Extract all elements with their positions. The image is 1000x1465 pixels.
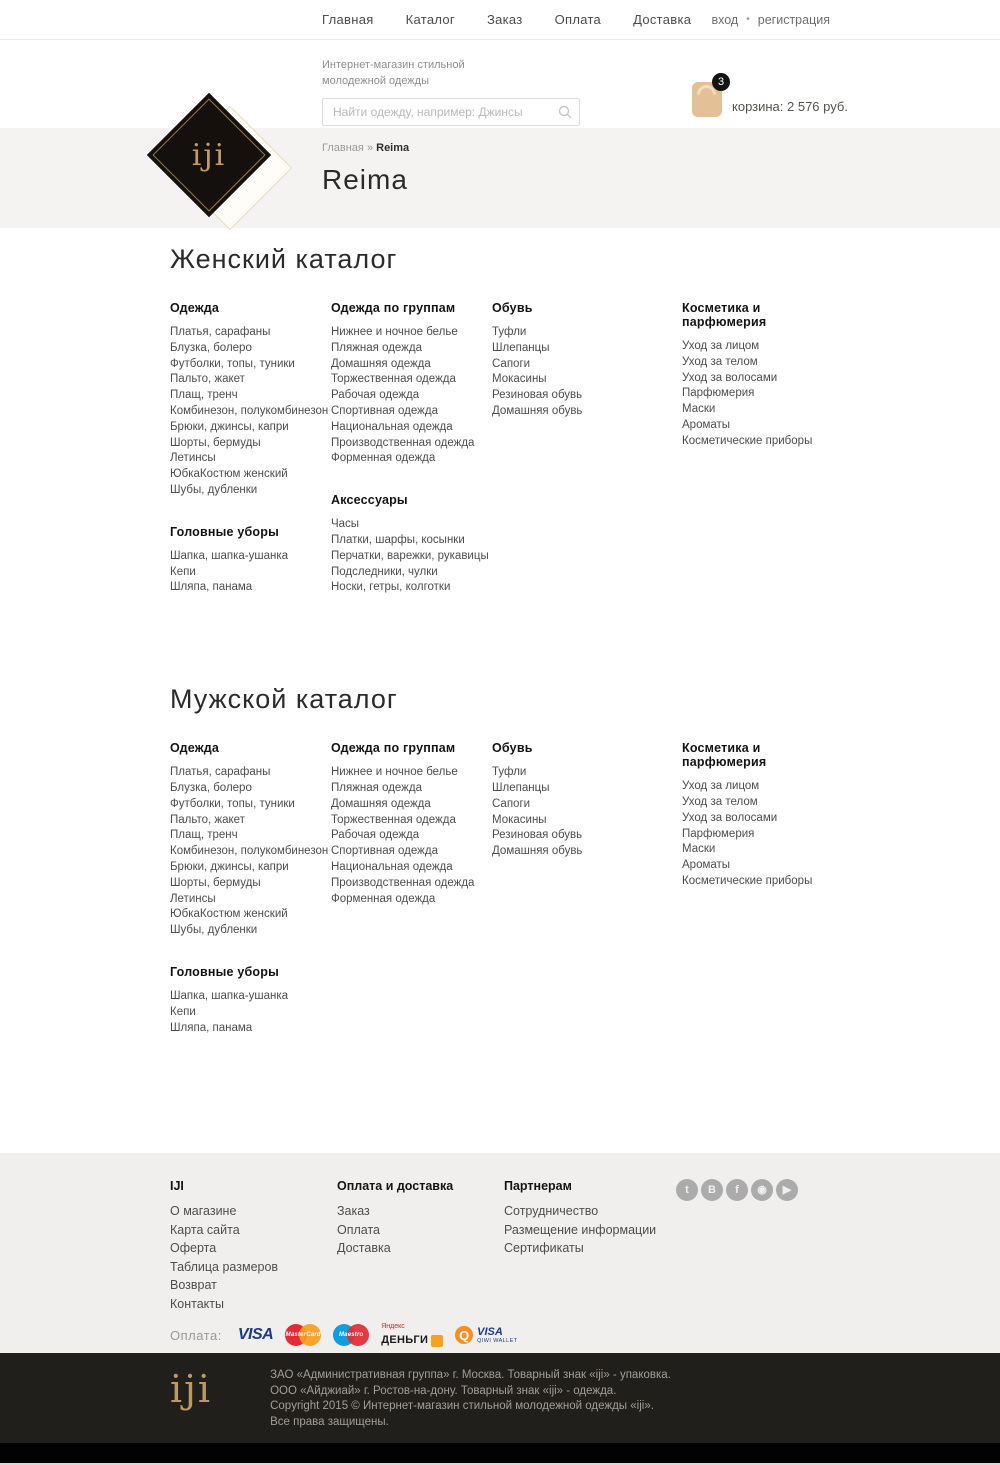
category-link[interactable]: Нижнее и ночное белье [331, 766, 458, 779]
footer-link[interactable]: Оплата [337, 1222, 380, 1237]
category-group [170, 301, 331, 499]
yandex-wallet-icon [431, 1335, 443, 1347]
category-heading[interactable]: Одежда по группам [331, 741, 456, 756]
category-link[interactable]: ЮбкаКостюм женский [170, 468, 288, 481]
login-link[interactable]: вход [711, 12, 739, 27]
category-link[interactable]: Часы [331, 518, 360, 531]
category-link[interactable]: Футболки, топы, туники [170, 797, 295, 810]
category-link[interactable]: Маски [682, 843, 716, 856]
youtube-icon[interactable]: ▶ [776, 1179, 798, 1201]
footer-link[interactable]: Сертификаты [504, 1241, 584, 1255]
category-group [170, 965, 331, 1036]
catalog-section [170, 684, 1000, 1062]
category-link[interactable]: Шляпа, панама [170, 581, 253, 594]
category-link[interactable]: Подследники, чулки [331, 565, 438, 578]
footer-link[interactable]: Возврат [170, 1278, 217, 1292]
category-link[interactable]: Форменная одежда [331, 892, 436, 905]
search-icon[interactable] [558, 105, 572, 119]
footer-link[interactable]: Сотрудничество [504, 1204, 599, 1218]
category-link[interactable]: Косметические приборы [682, 434, 813, 447]
catalog-section [170, 244, 1000, 622]
category-group [170, 525, 331, 596]
category-link[interactable]: Кепи [170, 565, 196, 578]
category-link[interactable]: Ароматы [682, 418, 731, 431]
footer-heading: Оплата и доставка [337, 1179, 454, 1193]
main-nav [322, 12, 691, 27]
category-link[interactable]: Производственная одежда [331, 876, 475, 889]
category-group [682, 741, 843, 890]
category-link[interactable]: Пляжная одежда [331, 341, 422, 354]
category-link[interactable]: Шубы, дубленки [170, 924, 258, 937]
category-link[interactable]: Шлепанцы [492, 781, 550, 794]
top-bar [0, 0, 1000, 40]
category-group [170, 741, 331, 939]
footer-link[interactable]: Заказ [337, 1204, 370, 1218]
category-link[interactable]: Пляжная одежда [331, 781, 422, 794]
category-link[interactable]: Домашняя обувь [492, 404, 583, 417]
category-link[interactable]: Уход за волосами [682, 371, 778, 384]
category-group [331, 301, 492, 467]
category-heading[interactable]: Обувь [492, 741, 533, 756]
category-link[interactable]: Брюки, джинсы, капри [170, 860, 289, 873]
category-link[interactable]: Брюки, джинсы, капри [170, 420, 289, 433]
category-link[interactable]: Нижнее и ночное белье [331, 326, 458, 338]
category-link[interactable]: Плащ, тренч [170, 829, 238, 842]
category-heading[interactable]: Одежда [170, 741, 220, 756]
category-link[interactable]: Пальто, жакет [170, 373, 245, 386]
category-group [331, 493, 492, 596]
breadcrumb-separator: » [366, 142, 374, 154]
catalog-column [682, 301, 843, 622]
category-group [331, 741, 492, 907]
category-link[interactable]: Платки, шарфы, косынки [331, 533, 465, 546]
breadcrumb-home[interactable]: Главная [322, 142, 364, 154]
category-link[interactable]: Уход за телом [682, 355, 758, 368]
nav-item[interactable]: Оплата [554, 12, 602, 27]
instagram-icon[interactable]: ◉ [751, 1179, 773, 1201]
payment-methods [170, 1323, 870, 1347]
category-link[interactable]: Сапоги [492, 797, 531, 810]
breadcrumb-current: Reima [376, 142, 410, 154]
logo-diamond-dark [147, 93, 271, 217]
category-link[interactable]: Шапка, шапка-ушанка [170, 989, 288, 1002]
catalog-column [170, 301, 331, 622]
category-link[interactable]: Торжественная одежда [331, 373, 456, 386]
category-link[interactable]: Домашняя одежда [331, 357, 431, 370]
category-link[interactable]: Домашняя одежда [331, 797, 431, 810]
facebook-icon[interactable]: f [726, 1179, 748, 1201]
main-content [0, 228, 1000, 1153]
category-link[interactable]: Уход за лицом [682, 340, 760, 352]
footer-heading: IJI [170, 1179, 184, 1193]
page-title: Reima [322, 164, 408, 195]
footer-link[interactable]: Оферта [170, 1241, 217, 1255]
category-link[interactable]: Комбинезон, полукомбинезон [170, 845, 329, 858]
footer-heading: Партнерам [504, 1179, 572, 1193]
category-heading[interactable]: Головные уборы [170, 964, 279, 979]
category-link[interactable]: Туфли [492, 766, 527, 779]
category-link[interactable]: Шляпа, панама [170, 1021, 253, 1034]
category-group [492, 301, 682, 420]
category-link[interactable]: Уход за волосами [682, 811, 778, 824]
nav-item[interactable]: Доставка [633, 12, 692, 27]
category-link[interactable]: Платья, сарафаны [170, 326, 271, 338]
category-link[interactable]: Форменная одежда [331, 452, 436, 465]
copyright-text: ЗАО «Административная группа» г. Москва. Товарный знак «iji» - упаковка. ООО «Айджиай» г. Ростов-на-дону. Товарный знак «iji» - одежда. Copyright 2015 © Интернет-магазин стильной молодежной одежды «iji». Все права защищены. [270, 1369, 671, 1428]
category-link[interactable]: Производственная одежда [331, 436, 475, 449]
maestro-logo: Maestro [333, 1324, 369, 1346]
search-input[interactable] [322, 98, 580, 126]
category-link[interactable]: Плащ, тренч [170, 389, 238, 402]
category-link[interactable]: Носки, гетры, колготки [331, 581, 451, 594]
category-link[interactable]: Спортивная одежда [331, 845, 438, 858]
footer-link[interactable]: Размещение информации [504, 1222, 657, 1237]
footer-link[interactable]: Доставка [337, 1241, 391, 1255]
payments-label: Оплата: [170, 1327, 222, 1343]
category-heading[interactable]: Косметика и парфюмерия [682, 301, 767, 329]
catalog-column [492, 741, 682, 1062]
category-group [492, 741, 682, 860]
bottom-strip [0, 1443, 1000, 1465]
category-heading[interactable]: Косметика и парфюмерия [682, 741, 767, 770]
catalog-title: Женский каталог [170, 244, 398, 274]
category-link[interactable]: Мокасины [492, 373, 547, 386]
category-heading[interactable]: Одежда по группам [331, 301, 456, 315]
category-link[interactable]: Шорты, бермуды [170, 436, 261, 449]
category-link[interactable]: Рабочая одежда [331, 389, 420, 402]
breadcrumb [322, 142, 830, 154]
category-link[interactable]: Домашняя обувь [492, 845, 583, 858]
legal-bar [0, 1353, 1000, 1443]
category-group [682, 301, 843, 450]
vk-icon[interactable]: B [701, 1179, 723, 1201]
catalog-column [331, 741, 492, 1062]
footer-link[interactable]: О магазине [170, 1204, 237, 1218]
category-link[interactable]: Футболки, топы, туники [170, 357, 295, 370]
twitter-icon[interactable]: t [676, 1179, 698, 1201]
category-link[interactable]: Национальная одежда [331, 860, 453, 873]
category-link[interactable]: Пальто, жакет [170, 813, 245, 826]
social-links [676, 1179, 798, 1201]
category-link[interactable]: Маски [682, 403, 716, 416]
category-link[interactable]: Блузка, болеро [170, 781, 252, 794]
category-link[interactable]: Сапоги [492, 357, 531, 370]
cart-total: корзина: 2 576 руб. [732, 99, 848, 114]
mastercard-logo: MasterCard [285, 1324, 321, 1346]
catalog-column [331, 301, 492, 622]
footer-link[interactable]: Таблица размеров [170, 1259, 279, 1274]
category-link[interactable]: Уход за телом [682, 795, 758, 808]
footer-link[interactable]: Контакты [170, 1296, 224, 1311]
category-link[interactable]: Мокасины [492, 813, 547, 826]
category-link[interactable]: ЮбкаКостюм женский [170, 908, 288, 921]
category-link[interactable]: Шлепанцы [492, 341, 550, 354]
category-link[interactable]: Шубы, дубленки [170, 483, 258, 496]
catalog-title: Мужской каталог [170, 684, 398, 715]
category-heading[interactable]: Аксессуары [331, 493, 408, 508]
footer [0, 1153, 1000, 1353]
category-link[interactable]: Национальная одежда [331, 420, 453, 433]
catalog-column [682, 741, 843, 1062]
auth-links [712, 13, 831, 27]
category-link[interactable]: Ароматы [682, 859, 731, 872]
register-link[interactable]: регистрация [757, 12, 830, 27]
footer-logo: iji [170, 1367, 213, 1411]
visa-logo: VISA [237, 1326, 274, 1343]
nav-item[interactable]: Главная [322, 12, 374, 27]
auth-separator: • [746, 14, 750, 25]
footer-column [170, 1179, 337, 1313]
nav-item[interactable]: Каталог [405, 12, 455, 27]
store-logo[interactable] [140, 82, 320, 242]
yandex-money-logo: Яндекс ДЕНЬГИ [381, 1323, 443, 1347]
cart[interactable] [692, 76, 848, 117]
store-tagline: Интернет-магазин стильной молодежной одежды [322, 59, 465, 87]
category-link[interactable]: Спортивная одежда [331, 404, 438, 417]
footer-column [337, 1179, 504, 1313]
category-link[interactable]: Косметические приборы [682, 874, 813, 887]
category-link[interactable]: Шапка, шапка-ушанка [170, 549, 288, 562]
nav-item[interactable]: Заказ [486, 12, 523, 27]
category-link[interactable]: Кепи [170, 1005, 196, 1018]
category-link[interactable]: Рабочая одежда [331, 829, 420, 842]
category-heading[interactable]: Обувь [492, 301, 533, 315]
category-link[interactable]: Парфюмерия [682, 387, 755, 400]
category-link[interactable]: Платья, сарафаны [170, 766, 271, 779]
cart-bag-icon[interactable] [692, 76, 725, 117]
category-link[interactable]: Туфли [492, 326, 527, 338]
category-link[interactable]: Блузка, болеро [170, 341, 252, 354]
cart-badge: 3 [712, 73, 730, 91]
category-link[interactable]: Парфюмерия [682, 827, 755, 840]
category-link[interactable]: Резиновая обувь [492, 829, 583, 842]
category-heading[interactable]: Одежда [170, 301, 220, 315]
catalog-column [492, 301, 682, 622]
category-link[interactable]: Резиновая обувь [492, 389, 583, 402]
catalog-column [170, 741, 331, 1062]
logo-text: iji [191, 137, 227, 173]
footer-column [504, 1179, 671, 1313]
category-link[interactable]: Шорты, бермуды [170, 876, 261, 889]
category-link[interactable]: Торжественная одежда [331, 813, 456, 826]
category-heading[interactable]: Головные уборы [170, 524, 279, 539]
category-link[interactable]: Перчатки, варежки, рукавицы [331, 549, 489, 562]
category-link[interactable]: Комбинезон, полукомбинезон [170, 404, 329, 417]
category-link[interactable]: Летинсы [170, 892, 216, 905]
footer-link[interactable]: Карта сайта [170, 1222, 240, 1237]
category-link[interactable]: Уход за лицом [682, 780, 760, 793]
qiwi-logo: Q VISA QIWI WALLET [455, 1326, 517, 1344]
category-link[interactable]: Летинсы [170, 452, 216, 465]
